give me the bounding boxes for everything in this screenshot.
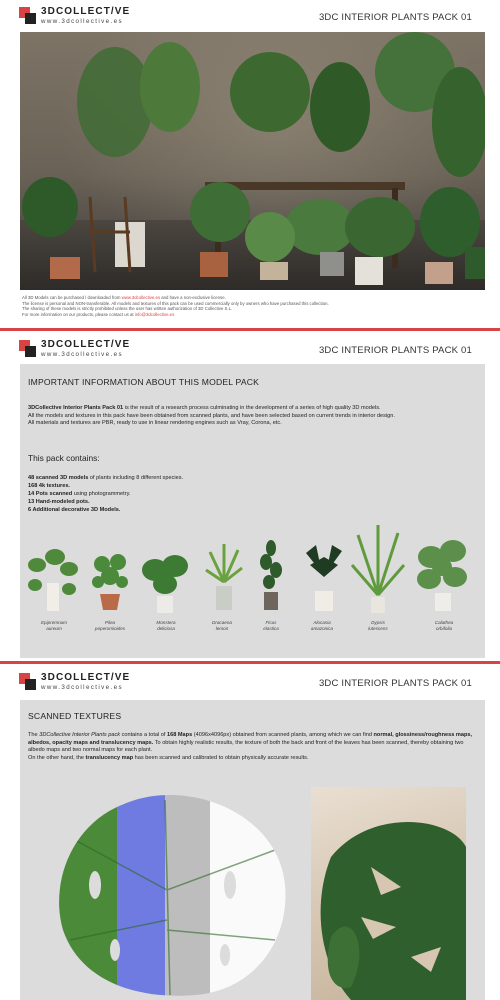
calathea-plant-image <box>415 537 471 615</box>
dypsis-plant-image <box>350 525 406 615</box>
logo-icon <box>19 340 37 358</box>
monstera-plant-image <box>140 552 190 615</box>
disclaimer-text: The sharing of these models is strictly prohibited unless the user has written authorization of 3D Collective S.L. <box>22 306 233 312</box>
contains-title: This pack contains: <box>28 453 100 463</box>
info-line: All the models and textures in this pack have been obtained from scanned plants, and have been selected based on current trends in interior design. <box>28 412 395 419</box>
header <box>0 666 500 700</box>
pilea-plant-image <box>90 550 130 615</box>
disclaimer-text: For more information on our products, please contact us at <box>22 311 134 317</box>
website-link[interactable]: www.3dcollective.es <box>121 295 161 300</box>
pack-title: 3DC INTERIOR PLANTS PACK 01 <box>318 12 472 23</box>
pack-title: 3DC INTERIOR PLANTS PACK 01 <box>318 345 472 356</box>
info-paragraph <box>28 405 473 428</box>
brand-logo <box>19 7 130 25</box>
logo-icon <box>19 7 37 25</box>
contents-list <box>28 474 183 514</box>
list-item: 14 Pots scanned using photogrammetry. <box>28 491 131 497</box>
plant-label-dypsis: Dypsis lutescens <box>368 620 388 631</box>
plant-label-epipremnum: Epipremnum aureum <box>40 620 68 631</box>
textures-heading: SCANNED TEXTURES <box>28 711 122 721</box>
intro-text: is the result of a research process culminating in the development of a series of high quality 3D models. <box>123 405 381 411</box>
license-disclaimer <box>22 295 462 317</box>
info-heading: IMPORTANT INFORMATION ABOUT THIS MODEL PACK <box>28 377 260 387</box>
pack-title: 3DC INTERIOR PLANTS PACK 01 <box>318 678 472 689</box>
plant-label-dracaena: Dracaena lemon <box>212 620 232 631</box>
list-item: 13 Hand-modeled pots. <box>28 499 90 505</box>
header <box>0 0 500 34</box>
epipremnum-plant-image <box>25 545 80 615</box>
disclaimer-text: and have a non-exclusive license. <box>161 295 226 300</box>
brand-name: 3DCOLLECT/VE <box>41 339 131 350</box>
list-item: 6 Additional decorative 3D Models. <box>28 507 121 513</box>
email-link[interactable]: info@3dcollective.es <box>134 311 175 317</box>
brand-url: www.3dcollective.es <box>41 351 123 358</box>
plant-label-monstera: Monstera deliciosa <box>156 620 176 631</box>
pack-name: 3DCollective Interior Plants Pack 01 <box>28 405 124 411</box>
section-divider <box>0 661 500 664</box>
plants-illustration <box>20 32 485 290</box>
brand-logo <box>19 340 130 358</box>
list-item: 48 scanned 3D models of plants including 8 different species. <box>28 475 184 481</box>
disclaimer-text: The license is personal and NON-transferable. All models and textures of this pack can be used commercially only by owners who have purchased this collection. <box>22 300 329 306</box>
section-divider <box>0 328 500 331</box>
list-item: 168 4k textures. <box>28 483 70 489</box>
logo-icon <box>19 673 37 691</box>
header <box>0 333 500 367</box>
info-line: All materials and textures are PBR, ready to use in linear rendering engines such as Vray, Corona, etc. <box>28 420 282 427</box>
brand-logo <box>19 673 130 691</box>
textures-paragraph: The 3DCollective Interior Plants pack contains a total of 168 Maps (4096x4096px) obtained from scanned plants, among which we can find normal, glossiness/roughness maps, albedos, opacity maps and translucency maps. To obtain highly realistic results, the texture of both the back and front of the leaves has been scanned, thereby obtaining two albedo maps and two normal maps for each plant. On the other hand, the translucency map has been scanned and calibrated to obtain physically accurate results. <box>28 732 473 761</box>
brand-name: 3DCOLLECT/VE <box>41 6 131 17</box>
monstera-photo <box>311 787 466 1000</box>
plant-label-calathea: Calathea orbifolia <box>434 620 454 631</box>
brand-url: www.3dcollective.es <box>41 18 123 25</box>
plant-label-alocasia: Alocasia amazonica <box>310 620 334 631</box>
disclaimer-text: All 3D Models can be purchased / downloaded from <box>22 295 121 300</box>
hero-render-image <box>20 32 485 290</box>
dracaena-plant-image <box>202 542 246 615</box>
brand-name: 3DCOLLECT/VE <box>41 672 131 683</box>
ficus-plant-image <box>258 540 284 615</box>
alocasia-plant-image <box>302 543 346 615</box>
plant-label-pilea: Pilea peperomioides <box>94 620 126 631</box>
brand-url: www.3dcollective.es <box>41 684 123 691</box>
plant-label-ficus: Ficus elastica <box>263 620 279 631</box>
texture-maps-leaf-image <box>55 790 290 1000</box>
